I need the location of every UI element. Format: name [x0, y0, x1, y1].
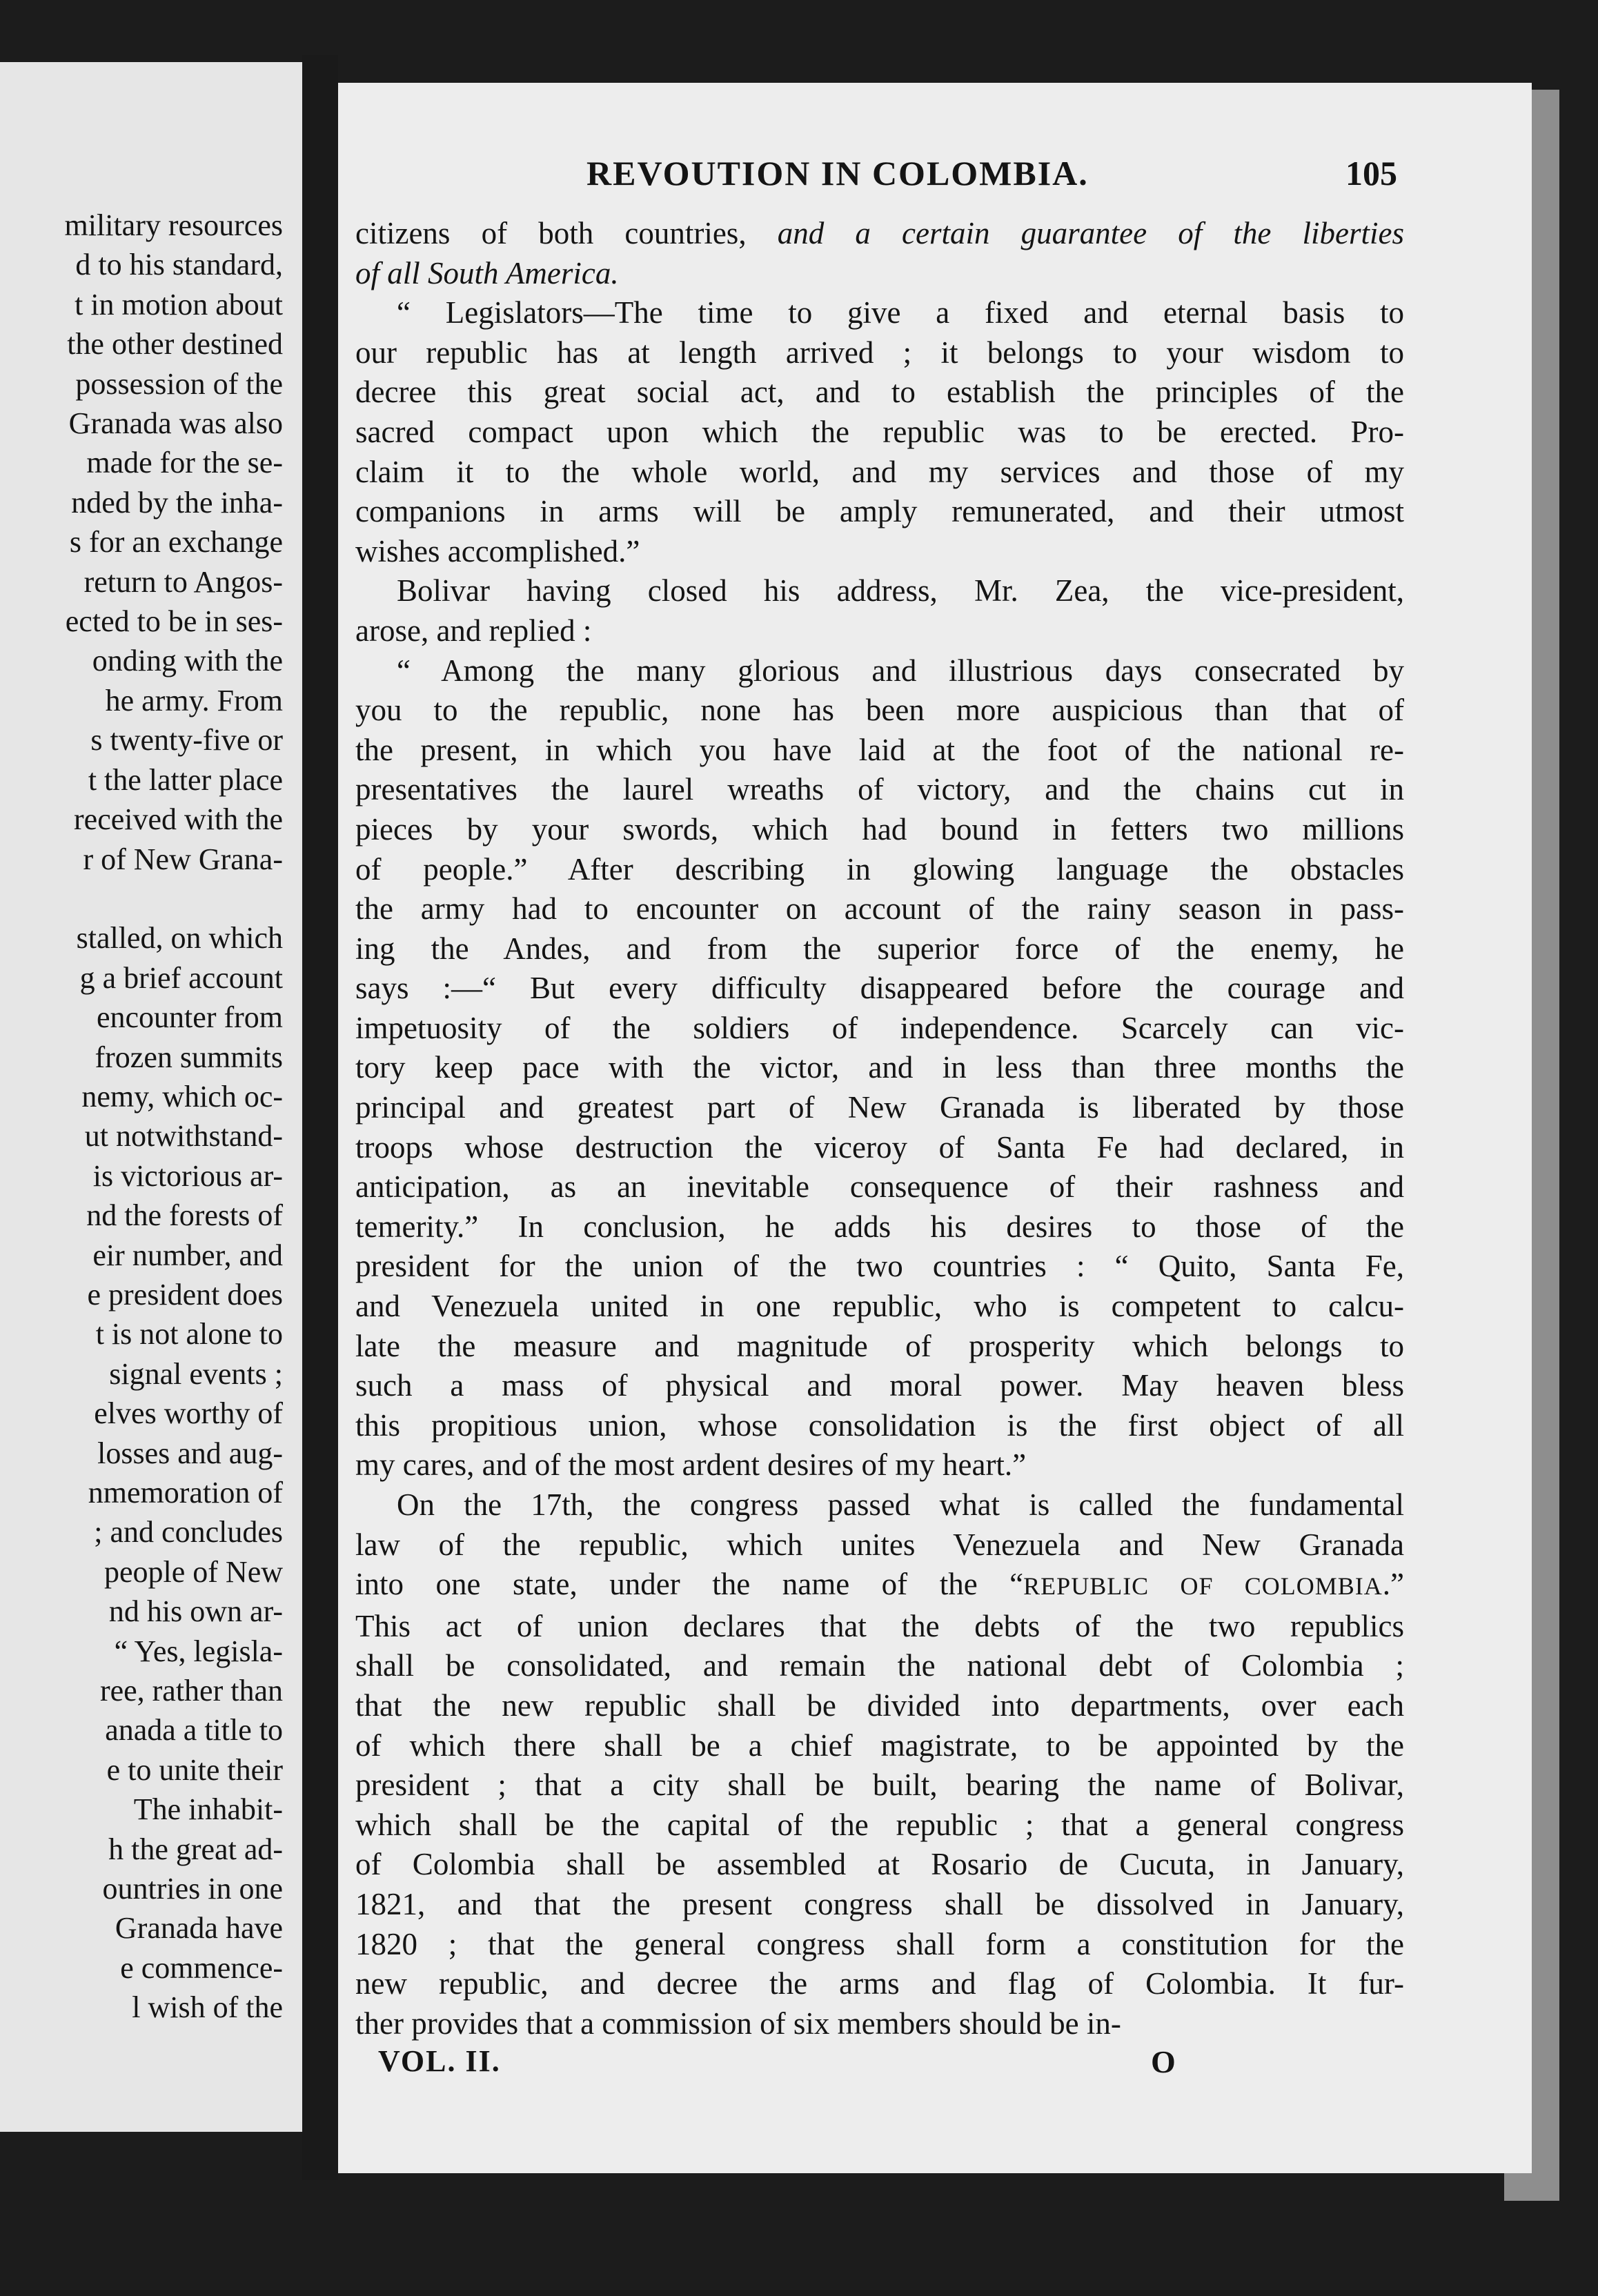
- body-line: decree this great social act, and to establish the principles of the: [355, 375, 1404, 410]
- left-page-line: people of New: [103, 1554, 283, 1589]
- body-line: says :—“ But every difficulty disappeared before the courage and: [355, 971, 1404, 1006]
- body-line: the present, in which you have laid at the foot of the national re-: [355, 732, 1404, 767]
- left-page-line: received with the: [74, 802, 283, 837]
- left-page-line: Granada have: [115, 1911, 283, 1946]
- left-page-line: ; and concludes: [94, 1515, 283, 1550]
- body-line: and Venezuela united in one republic, who is competent to calcu-: [355, 1289, 1404, 1324]
- left-page-line: s twenty-five or: [90, 723, 283, 758]
- body-line: of which there shall be a chief magistrate, to be appointed by the: [355, 1728, 1404, 1763]
- body-line: 1821, and that the present congress shall be dissolved in January,: [355, 1886, 1404, 1921]
- page-number: 105: [1345, 154, 1397, 192]
- left-page-line: “ Yes, legisla-: [114, 1634, 283, 1668]
- body-line: of all South America.: [355, 255, 619, 290]
- left-page-line: losses and aug-: [97, 1436, 283, 1470]
- left-page-line: anada a title to: [105, 1713, 283, 1748]
- body-line: of people.” After describing in glowing language the obstacles: [355, 851, 1404, 887]
- body-line: such a mass of physical and moral power. May heaven bless: [355, 1368, 1404, 1403]
- body-line: that the new republic shall be divided into departments, over each: [355, 1688, 1404, 1723]
- left-page-line: l wish of the: [132, 1990, 283, 2025]
- body-line: late the measure and magnitude of prosperity which belongs to: [355, 1328, 1404, 1363]
- left-page-line: t in motion about: [75, 287, 283, 321]
- left-page-line: encounter from: [97, 1000, 283, 1035]
- body-line: you to the republic, none has been more auspicious than that of: [355, 693, 1404, 728]
- left-page-line: h the great ad-: [108, 1832, 283, 1866]
- body-line: On the 17th, the congress passed what is called the fundamental: [397, 1487, 1404, 1522]
- left-page-line: eir number, and: [92, 1238, 283, 1272]
- left-page-line: nd the forests of: [86, 1198, 283, 1233]
- body-line: 1820 ; that the general congress shall form a constitution for the: [355, 1926, 1404, 1961]
- body-line: This act of union declares that the debts of the two republics: [355, 1608, 1404, 1643]
- left-page-line: Granada was also: [68, 406, 283, 441]
- left-page-line: nmemoration of: [88, 1476, 283, 1510]
- small-caps-name: REPUBLIC OF COLOMBIA: [1023, 1572, 1383, 1601]
- body-line: shall be consolidated, and remain the national debt of Colombia ;: [355, 1648, 1404, 1683]
- left-page-line: nded by the inha-: [71, 485, 283, 519]
- body-line: which shall be the capital of the republic ; that a general congress: [355, 1807, 1404, 1842]
- body-line: “ Among the many glorious and illustrious days consecrated by: [397, 653, 1404, 688]
- body-line: principal and greatest part of New Granada is liberated by those: [355, 1090, 1404, 1125]
- body-line: anticipation, as an inevitable consequence of their rashness and: [355, 1169, 1404, 1205]
- left-page-line: he army. From: [105, 683, 283, 718]
- body-line: of Colombia shall be assembled at Rosario de Cucuta, in January,: [355, 1847, 1404, 1882]
- left-page-line: r of New Grana-: [83, 842, 283, 876]
- body-line: claim it to the whole world, and my services and those of my: [355, 454, 1404, 489]
- left-page-line: elves worthy of: [94, 1396, 283, 1431]
- body-line: my cares, and of the most ardent desires of my heart.”: [355, 1447, 1027, 1483]
- body-line: citizens of both countries, and a certain guarantee of the liberties: [355, 216, 1404, 250]
- body-line: pieces by your swords, which had bound in fetters two millions: [355, 811, 1404, 847]
- left-page-line: [0, 879, 283, 918]
- left-page-line: return to Angos-: [83, 564, 283, 599]
- left-page-line: made for the se-: [86, 446, 283, 480]
- body-line: president ; that a city shall be built, bearing the name of Bolivar,: [355, 1768, 1404, 1803]
- body-line: ther provides that a commission of six members should be in-: [355, 2006, 1121, 2041]
- left-page-line: onding with the: [92, 644, 283, 678]
- left-page-text-column: [0, 206, 283, 2028]
- left-page-line: ree, rather than: [99, 1674, 283, 1708]
- left-page-line: frozen summits: [95, 1040, 283, 1074]
- body-line: impetuosity of the soldiers of independence. Scarcely can vic-: [355, 1010, 1404, 1045]
- body-line: companions in arms will be amply remunerated, and their utmost: [355, 494, 1404, 529]
- body-line: sacred compact upon which the republic was to be erected. Pro-: [355, 414, 1404, 449]
- running-title: REVOUTION IN COLOMBIA.: [586, 154, 1089, 192]
- left-page-line: e commence-: [120, 1950, 283, 1985]
- left-page-line: e president does: [87, 1277, 283, 1312]
- body-line: ing the Andes, and from the superior force of the enemy, he: [355, 931, 1404, 966]
- left-page-line: the other destined: [67, 327, 283, 362]
- body-line: law of the republic, which unites Venezuela and New Granada: [355, 1527, 1404, 1562]
- body-line: new republic, and decree the arms and flag of Colombia. It fur-: [355, 1966, 1404, 2001]
- left-page-line: ut notwithstand-: [84, 1119, 283, 1154]
- left-page-line: t the latter place: [88, 762, 283, 797]
- body-line: our republic has at length arrived ; it belongs to your wisdom to: [355, 335, 1404, 370]
- left-page-line: g a brief account: [79, 960, 283, 995]
- left-page-line: is victorious ar-: [92, 1158, 283, 1193]
- left-page-line: stalled, on which: [76, 921, 283, 956]
- body-line: tory keep pace with the victor, and in less than three months the: [355, 1050, 1404, 1085]
- left-page-line: t is not alone to: [95, 1317, 283, 1352]
- body-line: temerity.” In conclusion, he adds his desires to those of the: [355, 1209, 1404, 1244]
- left-page-line: The inhabit-: [133, 1792, 283, 1827]
- body-line: president for the union of the two countries : “ Quito, Santa Fe,: [355, 1249, 1404, 1284]
- italic-phrase: and a certain guarantee of the liberties: [777, 216, 1404, 250]
- body-line: “ Legislators—The time to give a fixed and eternal basis to: [397, 295, 1404, 330]
- body-line: into one state, under the name of the “REPUBLIC OF COLOMBIA.”: [355, 1567, 1404, 1602]
- body-line: this propitious union, whose consolidation is the first object of all: [355, 1407, 1404, 1443]
- left-page-line: s for an exchange: [69, 525, 283, 560]
- left-page-line: military resources: [64, 208, 283, 242]
- body-line: troops whose destruction the viceroy of Santa Fe had declared, in: [355, 1129, 1404, 1165]
- left-page-line: nd his own ar-: [108, 1594, 283, 1629]
- left-page-line: e to unite their: [106, 1752, 283, 1787]
- body-line: the army had to encounter on account of the rainy season in pass-: [355, 891, 1404, 927]
- left-facing-page: [0, 62, 302, 2132]
- body-line: arose, and replied :: [355, 613, 592, 648]
- book-gutter: [302, 55, 338, 2180]
- left-page-line: possession of the: [75, 366, 283, 401]
- left-page-line: d to his standard,: [75, 248, 283, 282]
- body-line: Bolivar having closed his address, Mr. Zea, the vice-president,: [397, 573, 1404, 608]
- left-page-line: nemy, which oc-: [81, 1079, 283, 1114]
- volume-signature: VOL. II.: [378, 2044, 501, 2078]
- left-page-line: ected to be in ses-: [65, 604, 283, 639]
- body-line: wishes accomplished.”: [355, 533, 640, 568]
- left-page-line: ountries in one: [102, 1872, 283, 1906]
- body-text: [355, 214, 1404, 2043]
- left-page-line: signal events ;: [109, 1356, 283, 1391]
- body-line: presentatives the laurel wreaths of victory, and the chains cut in: [355, 772, 1404, 807]
- printer-signature-mark: O: [1151, 2044, 1176, 2079]
